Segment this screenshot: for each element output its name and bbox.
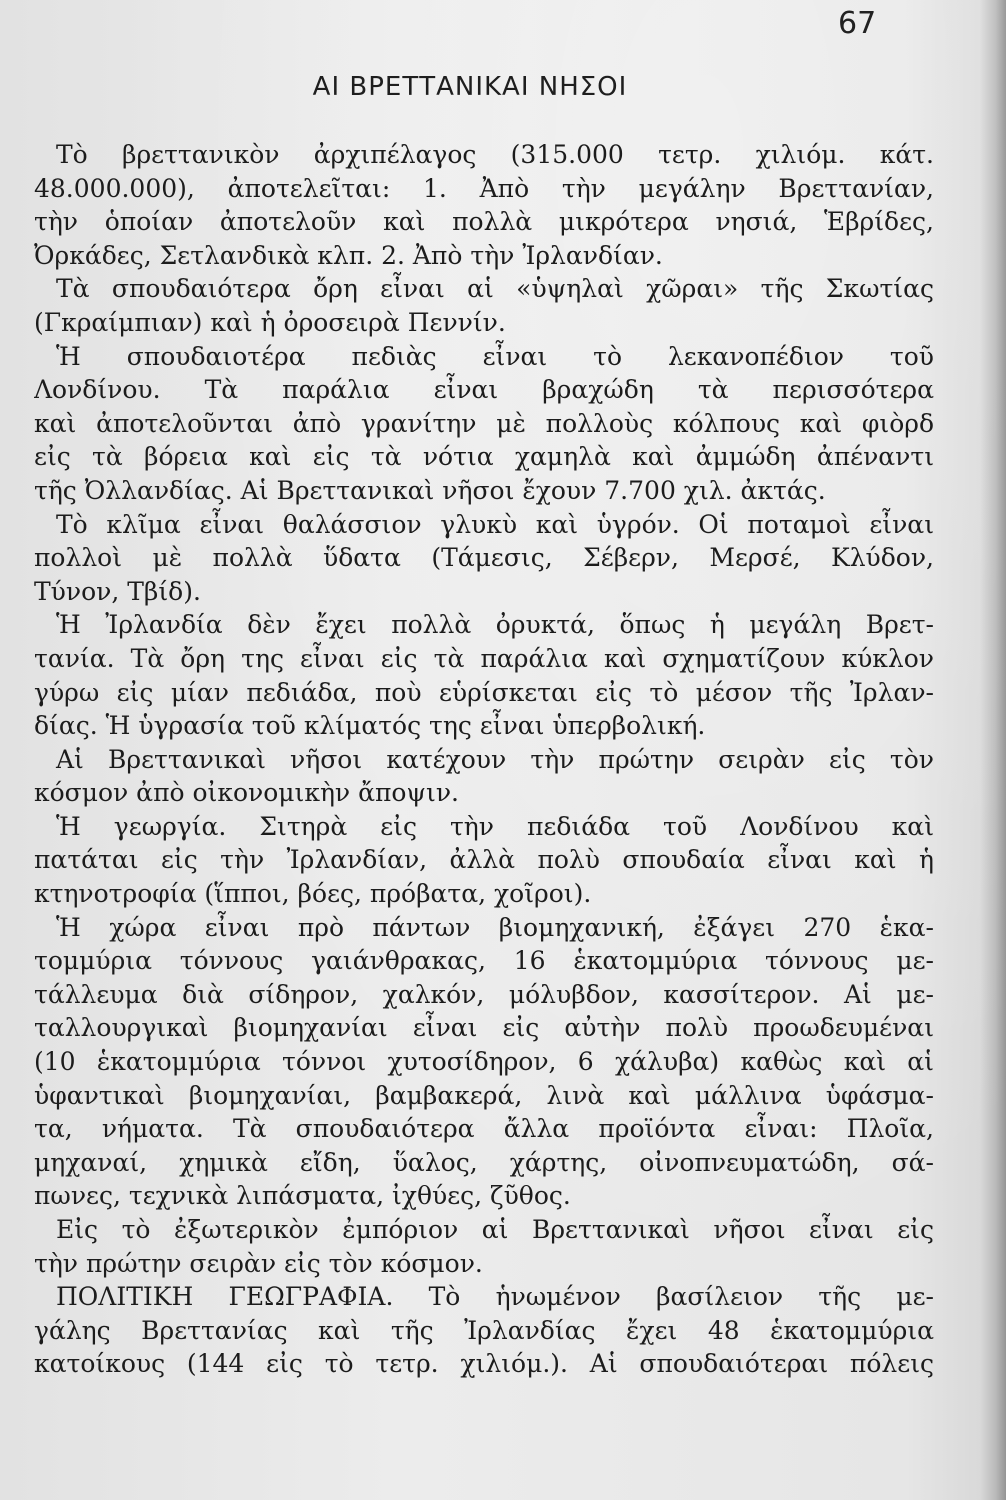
text-line: Εἰς τὸ ἐξωτερικὸν ἐμπόριον αἱ Βρεττανικαὶ νῆσοι εἶναι εἰς (56, 1215, 934, 1244)
text-line: Ἡ Ἰρλανδία δὲν ἔχει πολλὰ ὀρυκτά, ὅπως ἡ μεγάλη Βρετ- (56, 610, 934, 640)
chapter-heading: ΑΙ ΒΡΕΤΤΑΝΙΚΑΙ ΝΗΣΟΙ (312, 72, 628, 102)
text-line: κόσμον ἀπὸ οἰκονομικὴν ἄποψιν. (34, 778, 459, 808)
page-edge-shadow (980, 0, 1006, 1500)
text-line: γύρω εἰς μίαν πεδιάδα, ποὺ εὑρίσκεται εἰς τὸ μέσον τῆς Ἰρλαν- (34, 677, 934, 707)
text-line: πολλοὶ μὲ πολλὰ ὕδατα (Τάμεσις, Σέβερν, Μερσέ, Κλύδον, (34, 543, 934, 573)
text-line: Ὀρκάδες, Σετλανδικὰ κλπ. 2. Ἀπὸ τὴν Ἰρλανδίαν. (34, 240, 663, 270)
text-line: πατάται εἰς τὴν Ἰρλανδίαν, ἀλλὰ πολὺ σπουδαία εἶναι καὶ ἡ (34, 845, 934, 875)
text-line: Τὸ κλῖμα εἶναι θαλάσσιον γλυκὺ καὶ ὑγρόν. Οἱ ποταμοὶ εἶναι (56, 509, 934, 539)
text-line: Τὰ σπουδαιότερα ὄρη εἶναι αἱ «ὑψηλαὶ χῶραι» τῆς Σκωτίας (56, 274, 934, 304)
text-line: Αἱ Βρεττανικαὶ νῆσοι κατέχουν τὴν πρώτην σειρὰν εἰς τὸν (56, 744, 934, 774)
text-line: κτηνοτροφία (ἵπποι, βόες, πρόβατα, χοῖροι). (34, 879, 592, 909)
text-line: 48.000.000), ἀποτελεῖται: 1. Ἀπὸ τὴν μεγάλην Βρεττανίαν, (34, 173, 934, 203)
text-line: μηχαναί, χημικὰ εἴδη, ὕαλος, χάρτης, οἰνοπνευματώδη, σά- (34, 1147, 934, 1177)
text-line: τὴν ὁποίαν ἀποτελοῦν καὶ πολλὰ μικρότερα νησιά, Ἑβρίδες, (34, 207, 934, 237)
text-line: γάλης Βρεττανίας καὶ τῆς Ἰρλανδίας ἔχει 48 ἑκατομμύρια (34, 1315, 934, 1345)
page-number: 67 (838, 6, 877, 41)
text-line: τανία. Τὰ ὄρη της εἶναι εἰς τὰ παράλια καὶ σχηματίζουν κύκλον (34, 643, 934, 673)
text-line: (10 ἑκατομμύρια τόννοι χυτοσίδηρον, 6 χάλυβα) καθὼς καὶ αἱ (34, 1047, 934, 1077)
text-line: ὑφαντικαὶ βιομηχανίαι, βαμβακερά, λινὰ καὶ μάλλινα ὑφάσμα- (34, 1080, 934, 1110)
text-line: τάλλευμα διὰ σίδηρον, χαλκόν, μόλυβδον, κασσίτερον. Αἱ με- (34, 979, 934, 1009)
text-line: ΠΟΛΙΤΙΚΗ ΓΕΩΓΡΑΦΙΑ. Τὸ ἡνωμένον βασίλειον τῆς με- (56, 1282, 934, 1312)
text-line: καὶ ἀποτελοῦνται ἀπὸ γρανίτην μὲ πολλοὺς κόλπους καὶ φιὸρδ (34, 408, 934, 438)
text-line: Ἡ γεωργία. Σιτηρὰ εἰς τὴν πεδιάδα τοῦ Λονδίνου καὶ (56, 811, 934, 841)
text-line: Λονδίνου. Τὰ παράλια εἶναι βραχώδη τὰ περισσότερα (34, 375, 934, 405)
text-line: τῆς Ὀλλανδίας. Αἱ Βρεττανικαὶ νῆσοι ἔχουν 7.700 χιλ. ἀκτάς. (34, 475, 826, 505)
text-line: Τύνον, Τβίδ). (34, 576, 201, 606)
text-line: τὴν πρώτην σειρὰν εἰς τὸν κόσμον. (34, 1248, 483, 1278)
text-line: εἰς τὰ βόρεια καὶ εἰς τὰ νότια χαμηλὰ καὶ ἀμμώδη ἀπέναντι (34, 442, 934, 472)
text-line: Ἡ χώρα εἶναι πρὸ πάντων βιομηχανική, ἐξάγει 270 ἑκα- (56, 912, 934, 942)
text-line: πωνες, τεχνικὰ λιπάσματα, ἰχθύες, ζῦθος. (34, 1181, 571, 1211)
text-line: ταλλουργικαὶ βιομηχανίαι εἶναι εἰς αὐτὴν πολὺ προωδευμέναι (34, 1013, 934, 1043)
text-line: κατοίκους (144 εἰς τὸ τετρ. χιλιόμ.). Αἱ σπουδαιότεραι πόλεις (34, 1349, 934, 1379)
text-line: δίας. Ἡ ὑγρασία τοῦ κλίματός της εἶναι ὑπερβολική. (34, 711, 706, 741)
text-line: Ἡ σπουδαιοτέρα πεδιὰς εἶναι τὸ λεκανοπέδιον τοῦ (56, 341, 934, 371)
text-line: Τὸ βρεττανικὸν ἀρχιπέλαγος (315.000 τετρ. χιλιόμ. κάτ. (56, 140, 934, 169)
text-line: τα, νήματα. Τὰ σπουδαιότερα ἄλλα προϊόντα εἶναι: Πλοῖα, (34, 1114, 934, 1144)
text-line: τομμύρια τόννους γαιάνθρακας, 16 ἑκατομμύρια τόννους με- (34, 946, 934, 976)
body-text (34, 138, 934, 1381)
text-line: (Γκραίμπιαν) καὶ ἡ ὀροσειρὰ Πεννίν. (34, 307, 506, 337)
